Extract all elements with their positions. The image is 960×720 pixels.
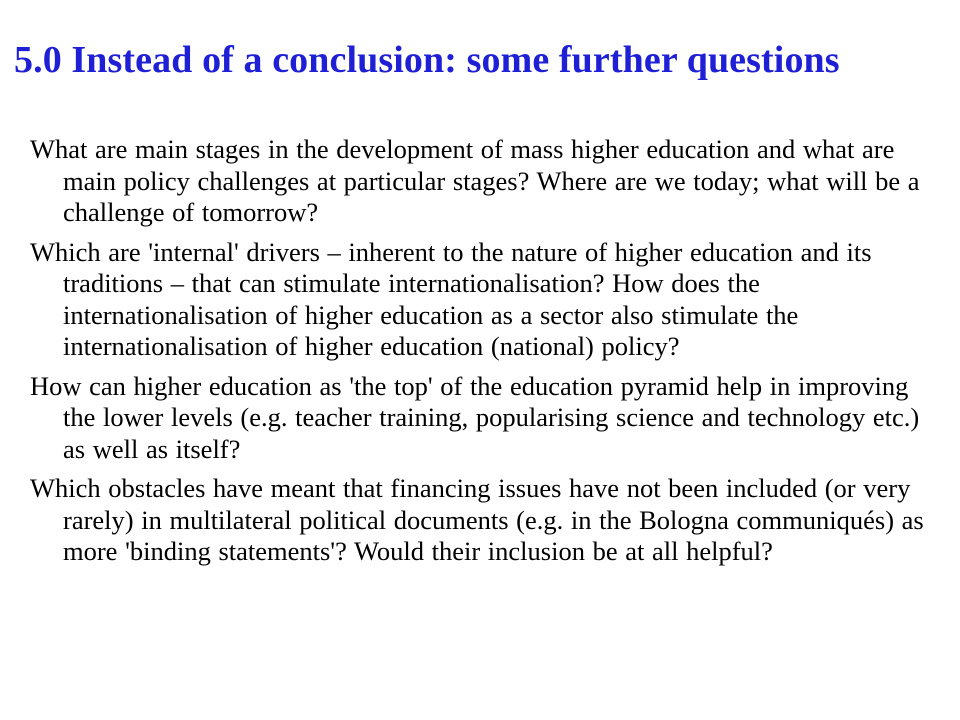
question-list	[30, 134, 945, 576]
question-item-1: What are main stages in the development of mass higher education and what are main policy challenges at particular stages? Where are we today; what will be a challenge of tomorrow?	[30, 134, 920, 227]
slide-title: 5.0 Instead of a conclusion: some further questions	[14, 39, 840, 81]
question-item-3: How can higher education as 'the top' of the education pyramid help in improving the lower levels (e.g. teacher training, popularising science and technology etc.) as well as itself?	[30, 370, 920, 464]
question-item-2: Which are 'internal' drivers – inherent to the nature of higher education and its traditions – that can stimulate internationalisation? How does the internationalisation of higher education as a sector also stimulate the internationalisation of higher education (national) policy?	[30, 236, 872, 361]
question-item-4: Which obstacles have meant that financing issues have not been included (or very rarely) in multilateral political documents (e.g. in the Bologna communiqués) as more 'binding statements'? Would their inclusion be at all helpful?	[30, 473, 924, 566]
